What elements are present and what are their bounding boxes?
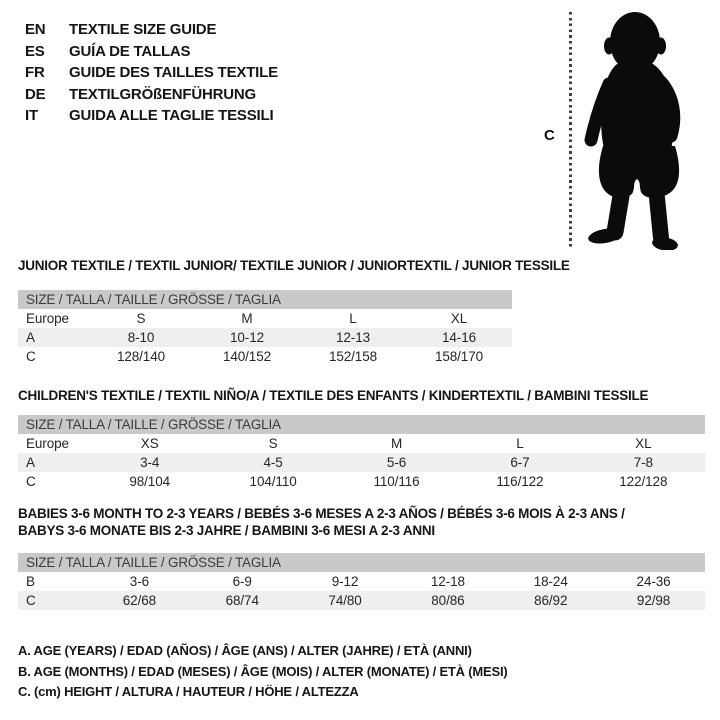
age-value: 7-8	[633, 455, 653, 470]
age-months-value: 3-6	[129, 574, 150, 589]
babies-textile-section	[18, 506, 705, 610]
row-label: C	[26, 474, 36, 489]
height-value: 68/74	[225, 593, 259, 608]
height-value: 62/68	[122, 593, 157, 608]
height-measure-label: C	[544, 127, 555, 144]
size-value: L	[349, 311, 357, 326]
lang-title: GUIDE DES TAILLES TEXTILE	[69, 64, 278, 81]
age-value: 3-4	[140, 455, 160, 470]
height-value: 122/128	[619, 474, 668, 489]
footnote-legend	[18, 641, 508, 703]
table-row-age	[18, 453, 705, 472]
lang-code: EN	[25, 21, 46, 38]
lang-title: TEXTILGRÖßENFÜHRUNG	[69, 85, 257, 103]
lang-row-es	[25, 41, 278, 63]
section-title: CHILDREN'S TEXTILE / TEXTIL NIÑO/A / TEXTILE DES ENFANTS / KINDERTEXTIL / BAMBINI TESSILE	[18, 388, 649, 403]
height-value: 80/86	[431, 593, 465, 608]
size-header-bar: SIZE / TALLA / TAILLE / GRÖSSE / TAGLIA	[18, 415, 705, 434]
size-header-bar: SIZE / TALLA / TAILLE / GRÖSSE / TAGLIA	[18, 553, 705, 572]
lang-row-de	[25, 84, 278, 106]
table-row-age	[18, 328, 512, 347]
age-months-value: 6-9	[232, 574, 252, 589]
section-title: JUNIOR TEXTILE / TEXTIL JUNIOR/ TEXTILE JUNIOR / JUNIORTEXTIL / JUNIOR TESSILE	[18, 258, 570, 273]
age-months-value: 9-12	[331, 574, 359, 589]
height-value: 86/92	[534, 593, 568, 608]
height-value: 116/122	[496, 474, 544, 489]
table-row-age-months	[18, 572, 705, 591]
lang-title: GUIDA ALLE TAGLIE TESSILI	[69, 107, 274, 124]
row-label: C	[26, 593, 36, 608]
table-row-europe	[18, 309, 512, 328]
section-title-line2: BABYS 3-6 MONATE BIS 2-3 JAHRE / BAMBINI 3-6 MESI A 2-3 ANNI	[18, 523, 435, 538]
size-value: S	[268, 436, 278, 451]
lang-row-en	[25, 19, 278, 41]
size-value: XL	[635, 436, 652, 451]
height-value: 128/140	[116, 349, 166, 364]
table-row-europe	[18, 434, 705, 453]
row-label: Europe	[26, 311, 69, 326]
lang-title: TEXTILE SIZE GUIDE	[69, 21, 217, 38]
size-value: M	[241, 311, 253, 326]
row-label: A	[26, 455, 35, 470]
lang-code: ES	[25, 42, 45, 60]
height-value: 110/116	[373, 474, 420, 489]
lang-code: DE	[25, 85, 46, 103]
table-row-height	[18, 591, 705, 610]
size-value: XS	[140, 436, 159, 451]
section-title-line1: BABIES 3-6 MONTH TO 2-3 YEARS / BEBÉS 3-6 MESES A 2-3 AÑOS / BÉBÉS 3-6 MOIS À 2-3 ANS /	[18, 506, 625, 521]
footnote-b: B. AGE (MONTHS) / EDAD (MESES) / ÂGE (MOIS) / ALTER (MONATE) / ETÀ (MESI)	[18, 663, 508, 679]
lang-row-it	[25, 105, 278, 127]
junior-textile-section	[18, 258, 570, 366]
age-value: 4-5	[263, 455, 283, 470]
footnote-c: C. (cm) HEIGHT / ALTURA / HAUTEUR / HÖHE / ALTEZZA	[18, 684, 359, 699]
row-label: B	[26, 574, 35, 589]
row-label: C	[26, 349, 36, 364]
children-textile-section	[18, 388, 705, 491]
height-value: 104/110	[249, 474, 297, 489]
age-value: 14-16	[441, 330, 477, 345]
table-row-height	[18, 472, 705, 491]
height-value: 152/158	[328, 349, 378, 364]
lang-code: FR	[25, 64, 45, 81]
footnote-a: A. AGE (YEARS) / EDAD (AÑOS) / ÂGE (ANS) / ALTER (JAHRE) / ETÀ (ANNI)	[18, 643, 472, 658]
age-value: 12-13	[335, 330, 371, 345]
size-header-bar: SIZE / TALLA / TAILLE / GRÖSSE / TAGLIA	[18, 290, 512, 309]
toddler-silhouette	[575, 8, 705, 250]
height-value: 140/152	[222, 349, 272, 364]
table-row-height	[18, 347, 512, 366]
age-value: 6-7	[510, 455, 530, 470]
size-value: L	[516, 436, 524, 451]
age-value: 10-12	[229, 330, 265, 345]
size-value: S	[136, 311, 146, 326]
age-months-value: 12-18	[430, 574, 465, 589]
age-value: 5-6	[386, 455, 407, 470]
age-months-value: 18-24	[533, 574, 568, 589]
lang-title: GUÍA DE TALLAS	[69, 42, 191, 60]
row-label: A	[26, 330, 35, 345]
height-value: 158/170	[434, 349, 484, 364]
height-value: 92/98	[636, 593, 671, 608]
age-value: 8-10	[127, 330, 155, 345]
row-label: Europe	[26, 436, 69, 451]
age-months-value: 24-36	[636, 574, 671, 589]
height-measure-dotted-line	[569, 12, 572, 250]
height-value: 74/80	[328, 593, 362, 608]
size-value: XL	[450, 311, 468, 326]
height-value: 98/104	[129, 474, 171, 489]
toddler-head	[610, 12, 660, 72]
language-title-list	[25, 19, 278, 127]
size-value: M	[390, 436, 403, 451]
lang-code: IT	[25, 107, 38, 124]
lang-row-fr	[25, 62, 278, 84]
